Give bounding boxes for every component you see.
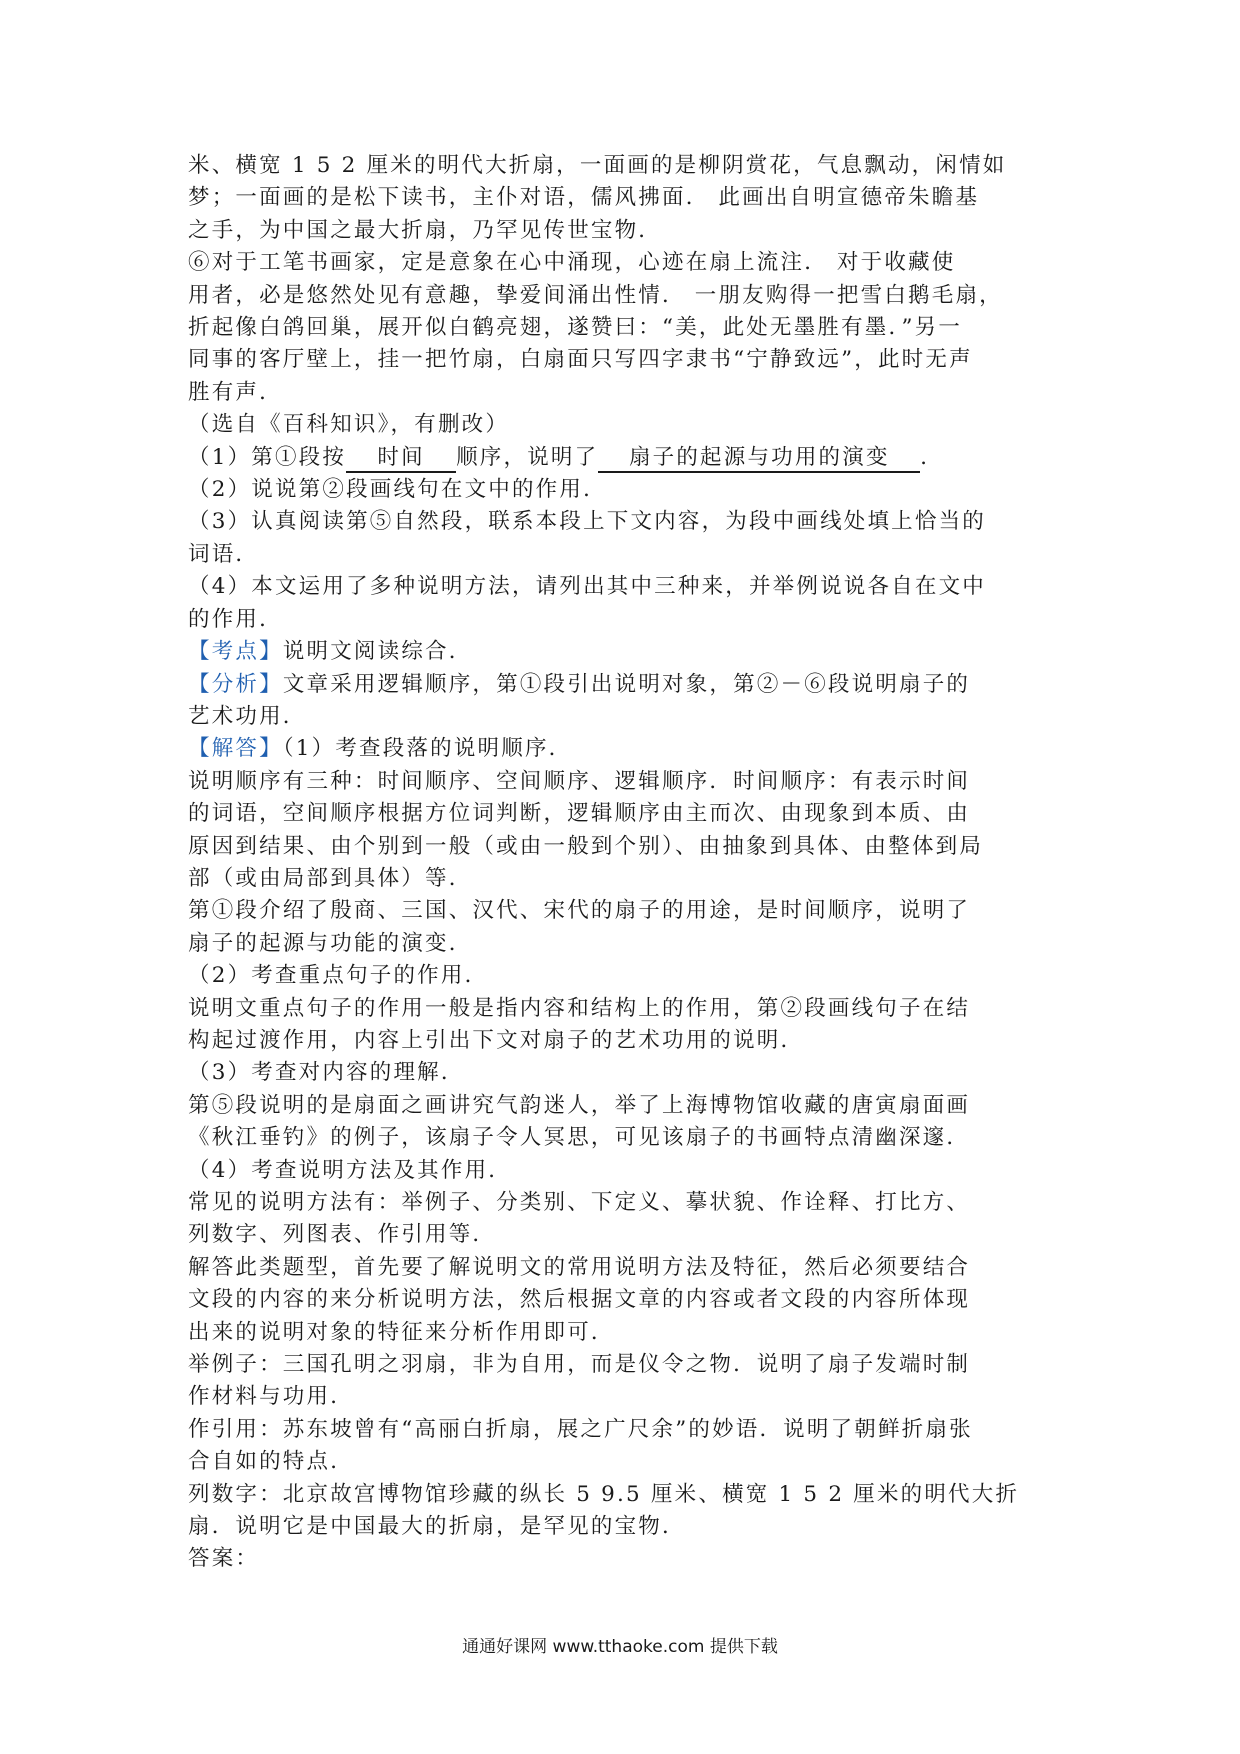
text-line: （2）考查重点句子的作用． xyxy=(188,963,489,989)
text-line: 列数字、列图表、作引用等． xyxy=(188,1222,497,1248)
question-3: （3）认真阅读第⑤自然段，联系本段上下文内容，为段中画线处填上恰当的 xyxy=(188,509,986,535)
text-line: 列数字：北京故宫博物馆珍藏的纵长 5 9.5 厘米、横宽 1 5 2 厘米的明代大折 xyxy=(188,1481,1020,1507)
kaodian-tag: 【考点】 xyxy=(188,639,283,665)
text-line: 作引用：苏东坡曾有“高丽白折扇，展之广尺余”的妙语．说明了朝鲜折扇张 xyxy=(188,1416,973,1442)
text-line: 同事的客厅壁上，挂一把竹扇，白扇面只写四字隶书“宁静致远”，此时无声 xyxy=(188,347,973,373)
kaodian-text: 说明文阅读综合． xyxy=(282,639,473,665)
text-line: 胜有声． xyxy=(188,379,283,405)
text-line: 常见的说明方法有：举例子、分类别、下定义、摹状貌、作诠释、打比方、 xyxy=(188,1190,971,1215)
jieda-tag: 【解答】 xyxy=(188,736,283,762)
text-line: 解答此类题型，首先要了解说明文的常用说明方法及特征，然后必须要结合 xyxy=(188,1254,971,1280)
text-line: 部（或由局部到具体）等． xyxy=(188,865,473,891)
text-line: 折起像白鸽回巢，展开似白鹤亮翅，遂赞曰：“美，此处无墨胜有墨．”另一 xyxy=(188,315,963,341)
kaodian-line xyxy=(188,636,1058,668)
question-1-prefix: （1）第①段按 xyxy=(188,444,347,470)
text-line: 原因到结果、由个别到一般（或由一般到个别）、由抽象到具体、由整体到局 xyxy=(188,833,984,859)
document-body xyxy=(188,150,1058,1576)
text-line: 答案： xyxy=(188,1546,260,1572)
text-line: 用者，必是悠然处见有意趣，挚爱间涌出性情． 一朋友购得一把雪白鹅毛扇， xyxy=(188,282,1003,308)
text-line: 构起过渡作用，内容上引出下文对扇子的艺术功用的说明． xyxy=(188,1027,805,1053)
text-line: 第①段介绍了殷商、三国、汉代、宋代的扇子的用途，是时间顺序，说明了 xyxy=(188,898,971,924)
text-line: 第⑤段说明的是扇面之画讲究气韵迷人，举了上海博物馆收藏的唐寅扇面画 xyxy=(188,1092,971,1118)
question-4-cont: 的作用． xyxy=(188,606,283,632)
text-line: 扇子的起源与功能的演变． xyxy=(188,930,473,956)
text-line: 扇．说明它是中国最大的折扇，是罕见的宝物． xyxy=(188,1514,686,1540)
answer-body xyxy=(188,766,1058,1576)
text-line: 作材料与功用． xyxy=(188,1384,354,1410)
footer-credit: 通通好课网 www.tthaoke.com 提供下载 xyxy=(462,1637,778,1657)
text-line: （4）考查说明方法及其作用． xyxy=(188,1157,512,1183)
text-line: 合自如的特点． xyxy=(188,1449,354,1475)
text-line: 《秋江垂钓》的例子，该扇子令人冥思，可见该扇子的书画特点清幽深邃． xyxy=(188,1125,971,1151)
text-line: 举例子：三国孔明之羽扇，非为自用，而是仪令之物．说明了扇子发端时制 xyxy=(188,1352,971,1378)
text-line: 梦；一面画的是松下读书，主仆对语，儒风拂面． 此画出自明宣德帝朱瞻基 xyxy=(188,185,980,211)
question-3-cont: 词语． xyxy=(188,541,260,567)
text-line: （3）考查对内容的理解． xyxy=(188,1060,465,1086)
text-line: 说明顺序有三种：时间顺序、空间顺序、逻辑顺序．时间顺序：有表示时间 xyxy=(188,768,971,794)
answer-blank-2: 扇子的起源与功用的演变 xyxy=(598,444,920,473)
fenxi-text: 文章采用逻辑顺序，第①段引出说明对象，第②－⑥段说明扇子的 xyxy=(282,671,971,697)
jieda-line xyxy=(188,733,1058,765)
fenxi-tag: 【分析】 xyxy=(188,671,283,697)
text-line: 说明文重点句子的作用一般是指内容和结构上的作用，第②段画线句子在结 xyxy=(188,995,971,1021)
question-1-suffix: ． xyxy=(920,444,944,470)
text-line: ⑥对于工笔书画家，定是意象在心中涌现，心迹在扇上流注． 对于收藏使 xyxy=(188,250,956,276)
text-line: 的词语，空间顺序根据方位词判断，逻辑顺序由主而次、由现象到本质、由 xyxy=(188,801,971,827)
question-1-middle: 顺序，说明了 xyxy=(456,444,599,470)
text-line: 文段的内容的来分析说明方法，然后根据文章的内容或者文段的内容所体现 xyxy=(188,1287,971,1313)
source-note: （选自《百科知识》，有删改） xyxy=(188,412,510,438)
text-line: 之手，为中国之最大折扇，乃罕见传世宝物． xyxy=(188,217,663,243)
question-2: （2）说说第②段画线句在文中的作用． xyxy=(188,477,607,503)
answer-blank-1: 时间 xyxy=(346,444,456,473)
text-line: 出来的说明对象的特征来分析作用即可． xyxy=(188,1319,615,1345)
question-1 xyxy=(188,442,1058,474)
text-line: 米、横宽 1 5 2 厘米的明代大折扇，一面画的是柳阴赏花，气息飘动，闲情如 xyxy=(188,153,1007,178)
fenxi-line xyxy=(188,669,1058,701)
question-4: （4）本文运用了多种说明方法，请列出其中三种来，并举例说说各自在文中 xyxy=(188,574,986,600)
fenxi-cont: 艺术功用． xyxy=(188,703,307,729)
jieda-text: （1）考查段落的说明顺序． xyxy=(282,736,573,762)
